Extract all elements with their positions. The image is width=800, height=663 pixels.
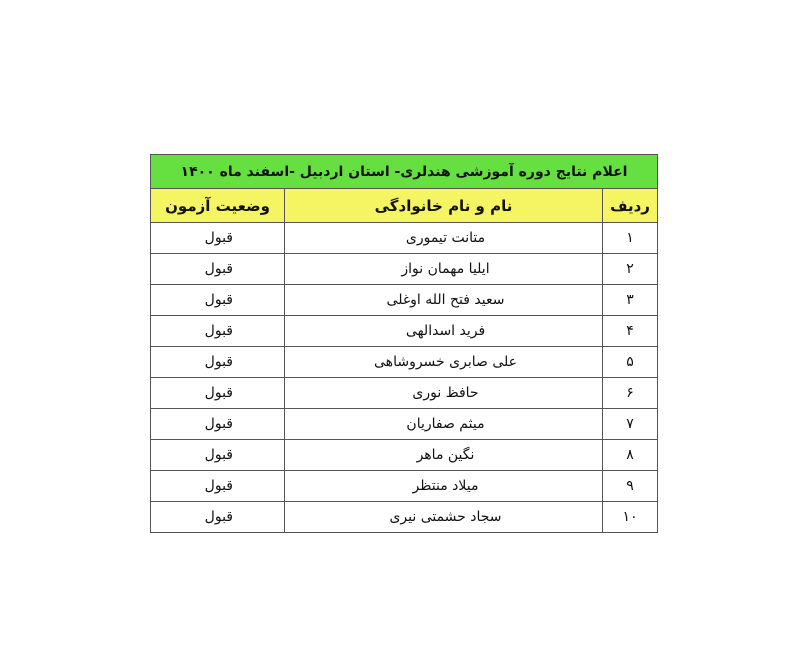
table-header-row [151,189,658,223]
table-row [151,347,658,378]
table-row [151,254,658,285]
row-status: قبول [151,502,285,533]
row-rank: ۶ [603,378,658,409]
row-status: قبول [151,378,285,409]
row-status: قبول [151,347,285,378]
row-rank: ۵ [603,347,658,378]
row-rank: ۷ [603,409,658,440]
row-rank: ۱ [603,223,658,254]
row-name: میلاد منتظر [285,471,603,502]
row-name: حافظ نوری [285,378,603,409]
row-rank: ۴ [603,316,658,347]
row-status: قبول [151,471,285,502]
table-row [151,471,658,502]
row-rank: ۹ [603,471,658,502]
table-row [151,502,658,533]
row-name: سجاد حشمتی نیری [285,502,603,533]
row-rank: ۱۰ [603,502,658,533]
header-status: وضعیت آزمون [151,189,285,223]
results-table [150,154,658,533]
table-row [151,378,658,409]
row-status: قبول [151,223,285,254]
row-status: قبول [151,316,285,347]
row-name: ایلیا مهمان نواز [285,254,603,285]
table-row [151,223,658,254]
row-name: فرید اسدالهی [285,316,603,347]
table-row [151,285,658,316]
row-name: سعید فتح الله اوغلی [285,285,603,316]
header-name: نام و نام خانوادگی [285,189,603,223]
row-name: متانت تیموری [285,223,603,254]
row-name: میثم صفاریان [285,409,603,440]
table-row [151,440,658,471]
table-title: اعلام نتایج دوره آموزشی هندلری- استان اردبیل -اسفند ماه ۱۴۰۰ [151,155,658,189]
row-name: علی صابری خسروشاهی [285,347,603,378]
row-rank: ۸ [603,440,658,471]
header-rank: ردیف [603,189,658,223]
table-row [151,316,658,347]
row-rank: ۳ [603,285,658,316]
row-status: قبول [151,254,285,285]
table-row [151,409,658,440]
row-status: قبول [151,285,285,316]
row-rank: ۲ [603,254,658,285]
row-name: نگین ماهر [285,440,603,471]
row-status: قبول [151,409,285,440]
row-status: قبول [151,440,285,471]
table-title-row [151,155,658,189]
